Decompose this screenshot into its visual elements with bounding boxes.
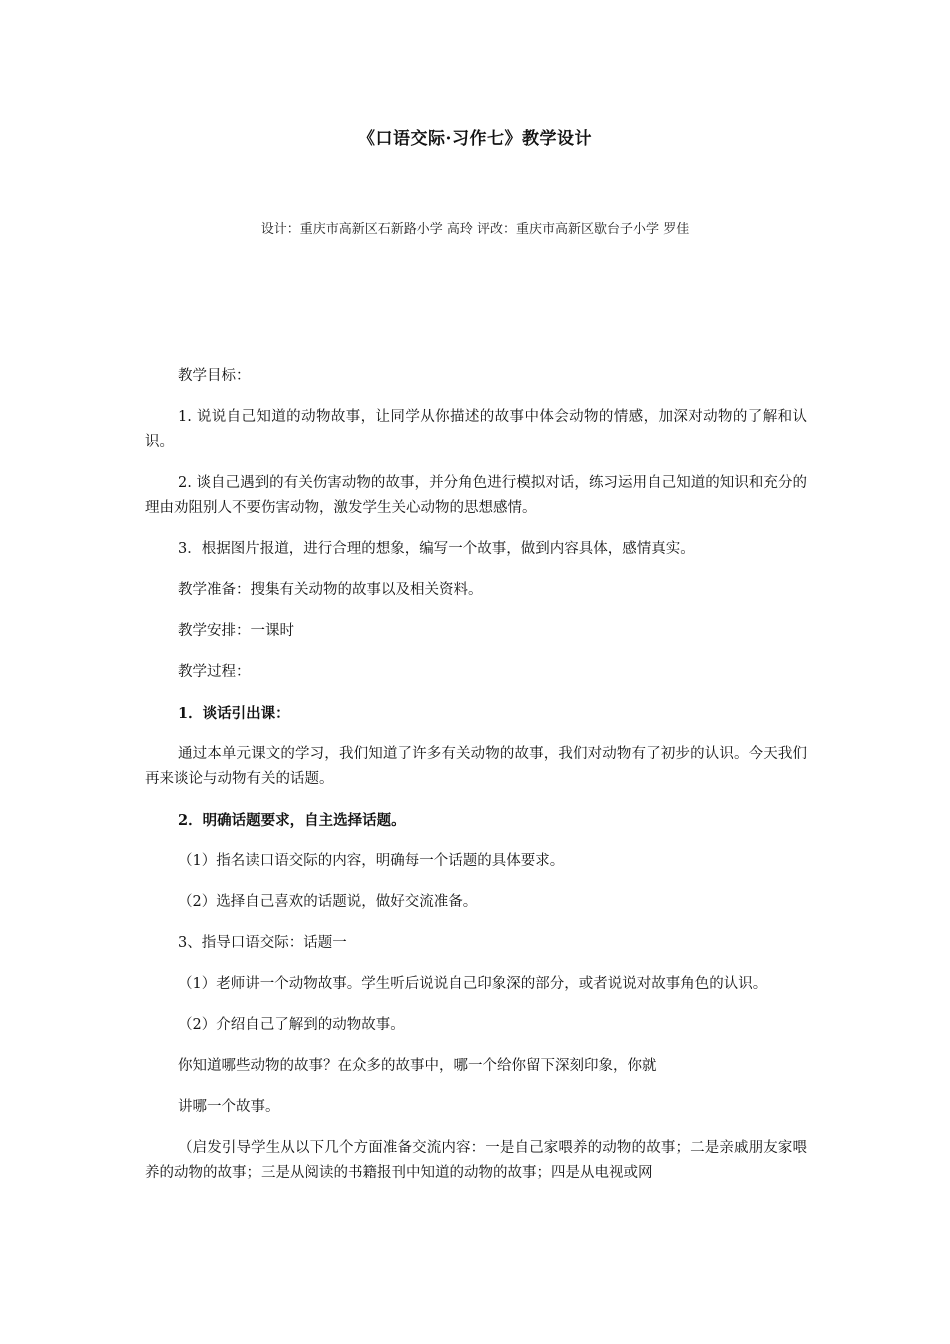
document-body [145, 364, 807, 1202]
paragraph-question: 你知道哪些动物的故事？在众多的故事中，哪一个给你留下深刻印象，你就 [178, 1058, 657, 1074]
paragraph-objective-3: 3．根据图片报道，进行合理的想象，编写一个故事，做到内容具体，感情真实。 [178, 541, 695, 557]
paragraph-arrangement: 教学安排：一课时 [178, 623, 294, 639]
paragraph-objective-1: 1. 说说自己知道的动物故事，让同学从你描述的故事中体会动物的情感，加深对动物的了解和认识。 [145, 409, 807, 450]
author-line: 设计：重庆市高新区石新路小学 高玲 评改：重庆市高新区歇台子小学 罗佳 [260, 222, 690, 237]
paragraph-process-heading: 教学过程： [178, 664, 251, 680]
paragraph-guidance: （启发引导学生从以下几个方面准备交流内容：一是自己家喂养的动物的故事；二是亲戚朋友家喂养的动物的故事；三是从阅读的书籍报刊中知道的动物的故事；四是从电视或网 [145, 1140, 807, 1181]
document-title: 《口语交际·习作七》教学设计 [358, 129, 592, 149]
paragraph-step-3-1: （1）老师讲一个动物故事。学生听后说说自己印象深的部分，或者说说对故事角色的认识。 [178, 976, 768, 992]
paragraph-objectives-heading: 教学目标： [178, 368, 251, 384]
paragraph-step-2-2: （2）选择自己喜欢的话题说，做好交流准备。 [178, 894, 478, 910]
paragraph-question-cont: 讲哪一个故事。 [178, 1099, 280, 1115]
section-heading-1: 1．谈话引出课： [178, 705, 290, 722]
paragraph-step-2-1: （1）指名读口语交际的内容，明确每一个话题的具体要求。 [178, 853, 565, 869]
section-heading-2: 2．明确话题要求，自主选择话题。 [178, 812, 406, 829]
paragraph-preparation: 教学准备：搜集有关动物的故事以及相关资料。 [178, 582, 483, 598]
section-heading-3: 3、指导口语交际：话题一 [178, 935, 347, 951]
paragraph-intro: 通过本单元课文的学习，我们知道了许多有关动物的故事，我们对动物有了初步的认识。今天我们再来谈论与动物有关的话题。 [145, 746, 807, 787]
paragraph-step-3-2: （2）介绍自己了解到的动物故事。 [178, 1017, 405, 1033]
paragraph-objective-2: 2. 谈自己遇到的有关伤害动物的故事，并分角色进行模拟对话，练习运用自己知道的知识和充分的理由劝阻别人不要伤害动物，激发学生关心动物的思想感情。 [145, 475, 807, 516]
